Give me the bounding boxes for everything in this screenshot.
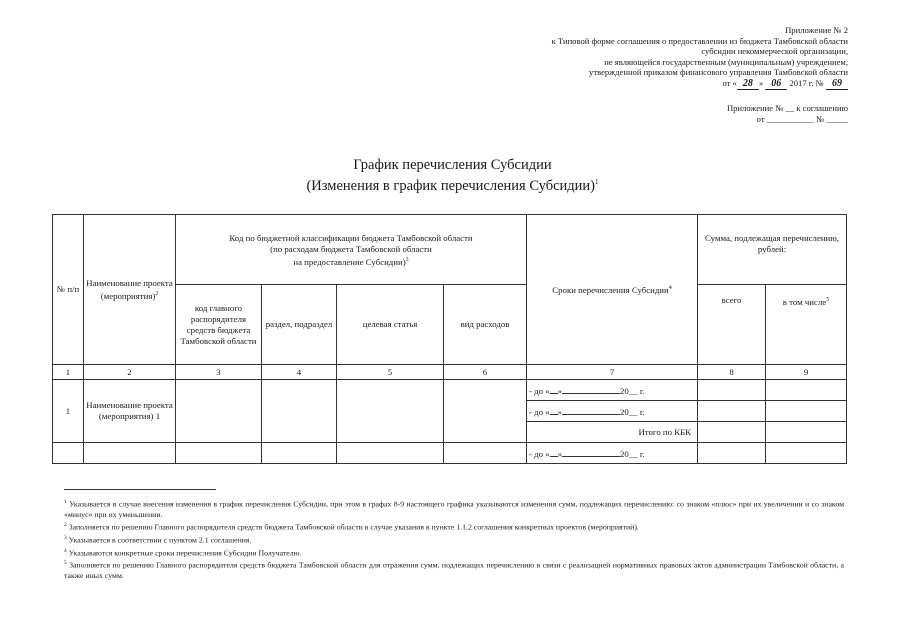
row-num-cell [53, 443, 84, 464]
col-header-num: № п/п [53, 215, 84, 365]
transfer-schedule-table [52, 214, 847, 464]
row-project-cell [84, 443, 176, 464]
row-project-cell: Наименование проекта (мероприятия) 1 [84, 380, 176, 443]
footnote: $^1$ Указывается в случае внесения изменения в график перечисления Субсидии, при этом в графах 8-9 настоящего графика указываются изменения сумм, подлежащих перечислению: со знаком «плюс» при их увеличении и со знаком «минус» при их уменьшении. [64, 499, 844, 519]
target-cell [337, 443, 444, 464]
agreement-reference [548, 103, 848, 125]
exp-type-cell [444, 443, 527, 464]
col-number: 2 [84, 365, 176, 380]
col-number: 1 [53, 365, 84, 380]
col-header-sum-group: Сумма, подлежащая перечислению, рублей: [698, 215, 847, 285]
col-header-incl: в том числе$^5$ [766, 285, 847, 365]
incl-cell [766, 401, 847, 422]
total-cell [698, 422, 766, 443]
date-sep: » [758, 77, 764, 88]
footnote: $^3$ Указывается в соответствии с пунктом 2.1 соглашения. [64, 534, 252, 545]
header-line: Приложение № 2 [785, 25, 848, 35]
appendix-header [428, 25, 848, 90]
row-num-cell: 1 [53, 380, 84, 443]
header-line: субсидии некоммерческой организации, [701, 46, 848, 57]
total-cell [698, 443, 766, 464]
footnote-ref: 4 [668, 285, 672, 292]
agreement-line: Приложение № __ к соглашению [726, 103, 848, 113]
col-number: 4 [262, 365, 337, 380]
section-cell [262, 380, 337, 443]
total-cell [698, 401, 766, 422]
footnote-separator [64, 489, 216, 490]
incl-cell [766, 443, 847, 464]
footnote: $^5$ Заполняется по решению Главного распорядителя средств бюджета Тамбовской области для отражения сумм, подлежащих перечислению в связи с реализацией нормативных правовых актов администрации Тамбовской области, а также иных сумм. [64, 560, 845, 581]
col-number: 3 [176, 365, 262, 380]
col-header-exp-type: вид расходов [444, 285, 527, 365]
col-number: 7 [527, 365, 698, 380]
footnote-ref: 1 [595, 178, 599, 186]
footnote: $^4$ Указываются конкретные сроки перечисления Субсидии Получателю. [64, 547, 302, 558]
total-cell [698, 380, 766, 401]
incl-cell [766, 380, 847, 401]
footnote: $^2$ Заполняется по решению Главного распорядителя средств бюджета Тамбовской области в случае указания в пункте 1.1.2 соглашения конкретных проектов (мероприятий). [64, 522, 639, 532]
col-number: 5 [337, 365, 444, 380]
header-line: утвержденной приказом финансового управления Тамбовской области [589, 67, 848, 78]
document-subtitle [0, 174, 905, 195]
col-header-terms: Сроки перечисления Субсидии$^4$ [527, 215, 698, 365]
agreement-line: от ___________ № _____ [756, 114, 848, 124]
col-number: 9 [766, 365, 847, 380]
term-date-cell: - до « » 20__ г. [527, 380, 698, 401]
date-year: 2017 г. № [789, 77, 824, 88]
col-header-grbs: код главного распорядителя средств бюджета Тамбовской области [176, 285, 262, 365]
col-header-section: раздел, подраздел [262, 285, 337, 365]
header-row [53, 215, 847, 285]
exp-type-cell [444, 380, 527, 443]
date-prefix: от « [722, 77, 737, 88]
section-cell [262, 443, 337, 464]
col-header-kbk-group: Код по бюджетной классификации бюджета Тамбовской области (по расходам бюджета Тамбовской области на предоставление Субсидии)$^3$ [176, 215, 527, 285]
col-header-total: всего [698, 285, 766, 365]
footnote-ref: 5 [826, 297, 830, 303]
footnotes [64, 497, 844, 581]
target-cell [337, 380, 444, 443]
order-date-line [428, 78, 848, 90]
handwritten-number: 69 [826, 78, 848, 90]
col-number: 6 [444, 365, 527, 380]
col-number: 8 [698, 365, 766, 380]
footnote-ref: 3 [405, 257, 409, 263]
incl-cell [766, 422, 847, 443]
handwritten-month: 06 [765, 78, 787, 90]
term-date-cell: - до « » 20__ г. [527, 443, 698, 464]
header-line: не являющейся государственным (муниципальным) учреждением, [604, 56, 848, 67]
grbs-cell [176, 443, 262, 464]
document-title: График перечисления Субсидии [353, 157, 552, 173]
kbk-total-label: Итого по КБК [527, 422, 698, 443]
footnote-ref: 2 [155, 290, 159, 297]
column-numbers-row [53, 365, 847, 380]
col-header-project: Наименование проекта (мероприятия)$^2$ [84, 215, 176, 365]
grbs-cell [176, 380, 262, 443]
handwritten-day: 28 [737, 78, 759, 90]
table-row [53, 443, 847, 464]
table-row [53, 380, 847, 401]
col-header-target: целевая статья [337, 285, 444, 365]
subtitle-text: (Изменения в график перечисления Субсидии) [306, 177, 596, 194]
term-date-cell: - до « » 20__ г. [527, 401, 698, 422]
header-line: к Типовой форме соглашения о предоставлении из бюджета Тамбовской области [551, 35, 848, 46]
